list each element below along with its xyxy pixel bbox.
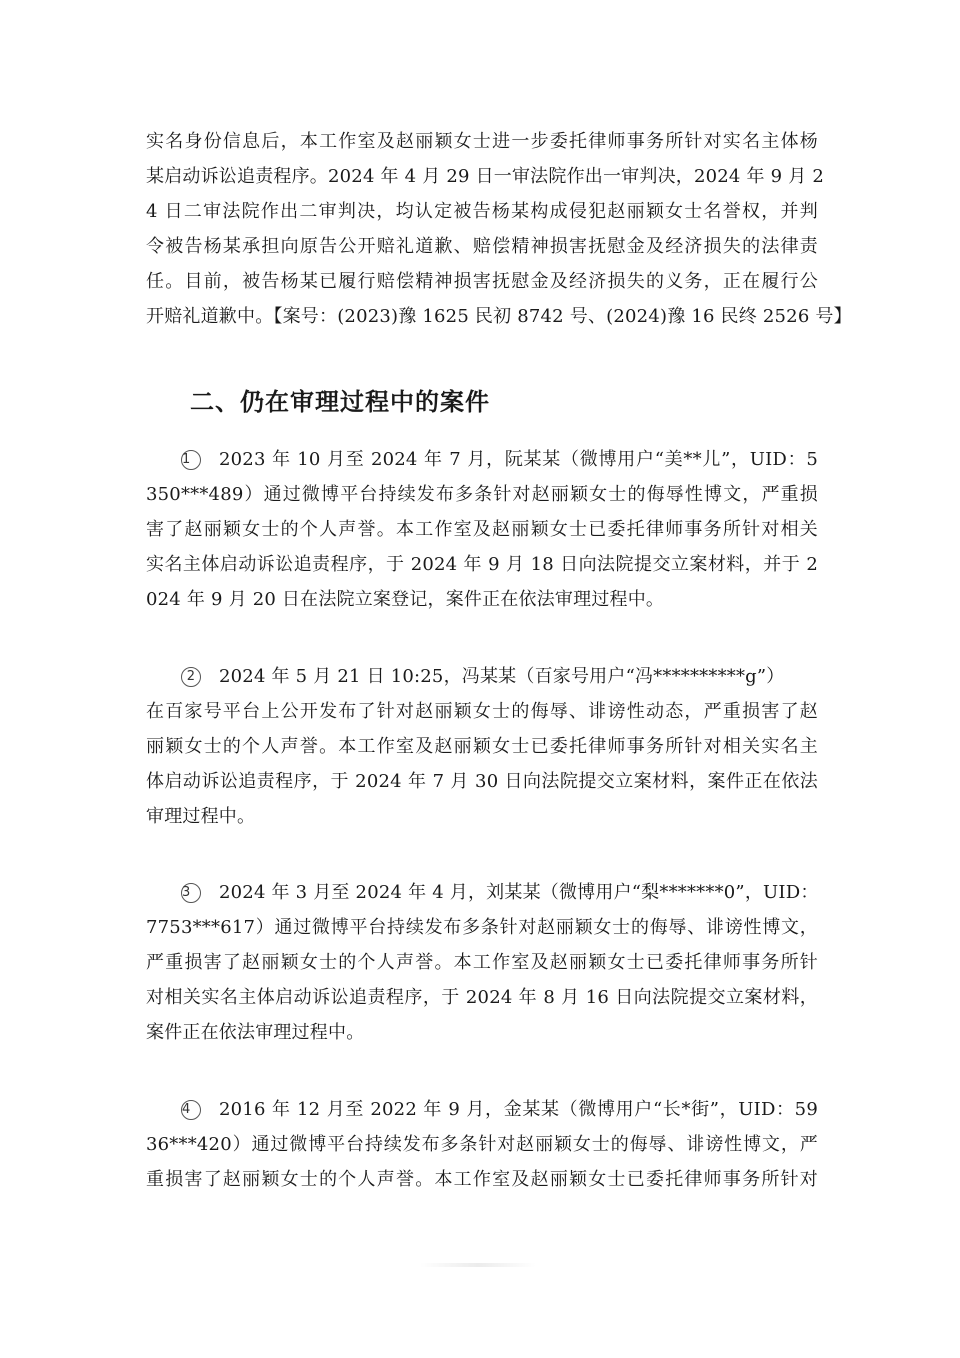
paragraph-line: 害了赵丽颖女士的个人声誉。本工作室及赵丽颖女士已委托律师事务所针对相关 [146,519,818,540]
circled-number-marker: 3 [181,883,201,903]
footer-divider [420,1263,536,1267]
paragraph-line: 开赔礼道歉中。【案号：(2023)豫 1625 民初 8742 号、(2024)豫 16 民终 2526 号】 [146,306,852,327]
paragraph-line: 实名身份信息后，本工作室及赵丽颖女士进一步委托律师事务所针对实名主体杨 [146,131,818,152]
section-heading: 二、仍在审理过程中的案件 [190,388,490,416]
paragraph-line: 350***489）通过微博平台持续发布多条针对赵丽颖女士的侮辱性博文，严重损 [146,484,818,505]
paragraph-line: 024 年 9 月 20 日在法院立案登记，案件正在依法审理过程中。 [146,589,665,610]
case-paragraph-1 [146,442,818,617]
case-paragraph-3 [146,875,818,1050]
paragraph-line: 重损害了赵丽颖女士的个人声誉。本工作室及赵丽颖女士已委托律师事务所针对 [146,1169,818,1190]
circled-number-marker: 1 [181,450,201,470]
case-line-text: 2023 年 10 月至 2024 年 7 月，阮某某（微博用户“美**儿”，UID：5 [219,449,818,470]
paragraph-line: 某启动诉讼追责程序。2024 年 4 月 29 日一审法院作出一审判决，2024 年 9 月 2 [146,166,824,187]
case-first-line [146,659,818,694]
paragraph-line: 令被告杨某承担向原告公开赔礼道歉、赔偿精神损害抚慰金及经济损失的法律责 [146,236,818,257]
case-paragraph-4 [146,1092,818,1197]
paragraph-line: 对相关实名主体启动诉讼追责程序，于 2024 年 8 月 16 日向法院提交立案材料， [146,987,818,1008]
paragraph-line: 36***420）通过微博平台持续发布多条针对赵丽颖女士的侮辱、诽谤性博文，严 [146,1134,818,1155]
paragraph-line: 严重损害了赵丽颖女士的个人声誉。本工作室及赵丽颖女士已委托律师事务所针 [146,952,818,973]
paragraph-line: 案件正在依法审理过程中。 [146,1022,365,1043]
paragraph-line: 实名主体启动诉讼追责程序，于 2024 年 9 月 18 日向法院提交立案材料，并于 2 [146,554,818,575]
case-line-text: 2024 年 3 月至 2024 年 4 月，刘某某（微博用户“梨*******0”，UID： [219,882,819,903]
paragraph-line: 7753***617）通过微博平台持续发布多条针对赵丽颖女士的侮辱、诽谤性博文， [146,917,818,938]
case-first-line [146,1092,818,1127]
paragraph-line: 任。目前，被告杨某已履行赔偿精神损害抚慰金及经济损失的义务，正在履行公 [146,271,818,292]
case-line-text: 2024 年 5 月 21 日 10:25，冯某某（百家号用户“冯**********g”） [219,666,785,687]
circled-number-marker: 4 [181,1100,201,1120]
paragraph-line: 丽颖女士的个人声誉。本工作室及赵丽颖女士已委托律师事务所针对相关实名主 [146,736,818,757]
paragraph-line: 4 日二审法院作出二审判决，均认定被告杨某构成侵犯赵丽颖女士名誉权，并判 [146,201,818,222]
case-first-line [146,875,818,910]
paragraph-line: 审理过程中。 [146,806,256,827]
case-line-text: 2016 年 12 月至 2022 年 9 月，金某某（微博用户“长*街”，UID：59 [219,1099,818,1120]
circled-number-marker: 2 [181,667,201,687]
intro-paragraph [146,124,852,334]
case-first-line [146,442,818,477]
case-paragraph-2 [146,659,818,834]
paragraph-line: 在百家号平台上公开发布了针对赵丽颖女士的侮辱、诽谤性动态，严重损害了赵 [146,701,818,722]
paragraph-line: 体启动诉讼追责程序，于 2024 年 7 月 30 日向法院提交立案材料，案件正在依法 [146,771,818,792]
